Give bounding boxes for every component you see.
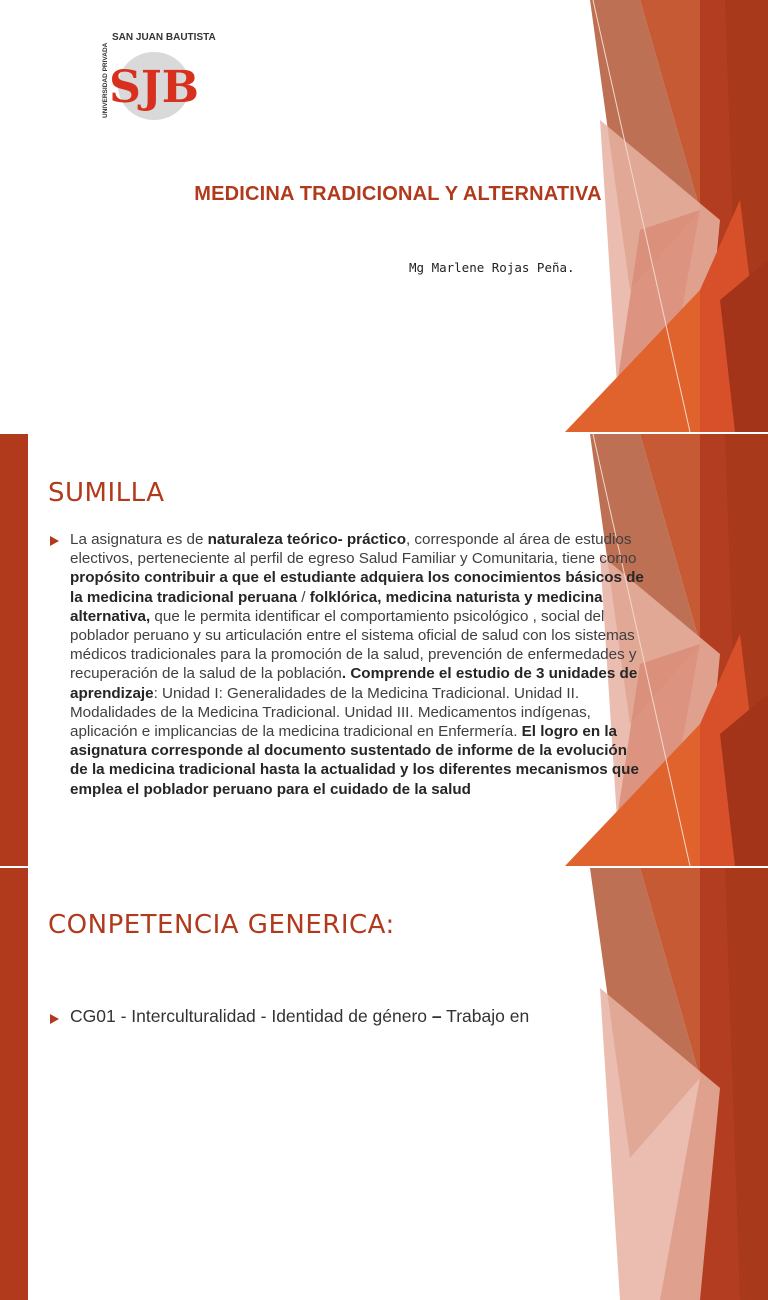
author-name: Mg Marlene Rojas Peña. (409, 260, 575, 275)
cg-run: CG01 - Interculturalidad - Identidad de género (70, 1006, 432, 1026)
sumilla-run: , corresponde al área de estudios electivos, perteneciente al perfil de egreso Salud Familiar y Comunitaria, tiene como (70, 531, 637, 568)
sumilla-run: : Unidad I: Generalidades de la Medicina Tradicional. Unidad II. Modalidades de la Medicina Tradicional. Unidad III. Medicamentos indígenas, aplicación e implicancias de la medicina tradicional en Enfermería. (70, 684, 591, 741)
competencia-item (70, 1006, 529, 1027)
section-heading: SUMILLA (48, 478, 165, 508)
logo-side-text: UNIVERSIDAD PRIVADA (102, 42, 109, 118)
sumilla-run: propósito contribuir a que el estudiante adquiera los conocimientos básicos de la medicina tradicional peruana (70, 569, 644, 606)
cg-run: Trabajo en (441, 1006, 530, 1026)
sumilla-run: . Comprende el estudio de 3 unidades de aprendizaje (70, 665, 638, 702)
presentation-title: MEDICINA TRADICIONAL Y ALTERNATIVA (194, 183, 602, 205)
slide-title (0, 0, 768, 432)
sumilla-paragraph (70, 530, 646, 799)
sumilla-run: El logro en la asignatura corresponde al documento sustentado de informe de la evolución de la medicina tradicional hasta la actualidad y los diferentes mecanismos que emplea el poblador peruano para el cuidado de la salud (70, 723, 639, 798)
university-logo (98, 26, 216, 122)
logo-arc-text: SAN JUAN BAUTISTA (112, 32, 216, 43)
cg-run: – (431, 1006, 442, 1026)
section-heading: CONPETENCIA GENERICA: (48, 910, 395, 940)
bullet-arrow-icon (50, 1014, 59, 1024)
sumilla-run: / (297, 588, 310, 606)
sumilla-run: La asignatura es de (70, 531, 208, 548)
logo-monogram: SJB (109, 62, 199, 113)
sumilla-run: que le permita identificar el comportamiento psicológico , social del poblador peruano y su articulación entre el sistema oficial de salud con los sistemas médicos tradicionales para la promoción de la salud, prevención de enfermedades y recuperación de la salud de la población (70, 607, 637, 683)
slide-competencia (0, 868, 768, 1024)
sumilla-run: naturaleza teórico- práctico (207, 531, 406, 548)
bullet-arrow-icon (50, 536, 59, 546)
sumilla-run: folklórica, medicina naturista y medicina alternativa, (70, 588, 603, 625)
slide-sumilla (0, 434, 768, 866)
